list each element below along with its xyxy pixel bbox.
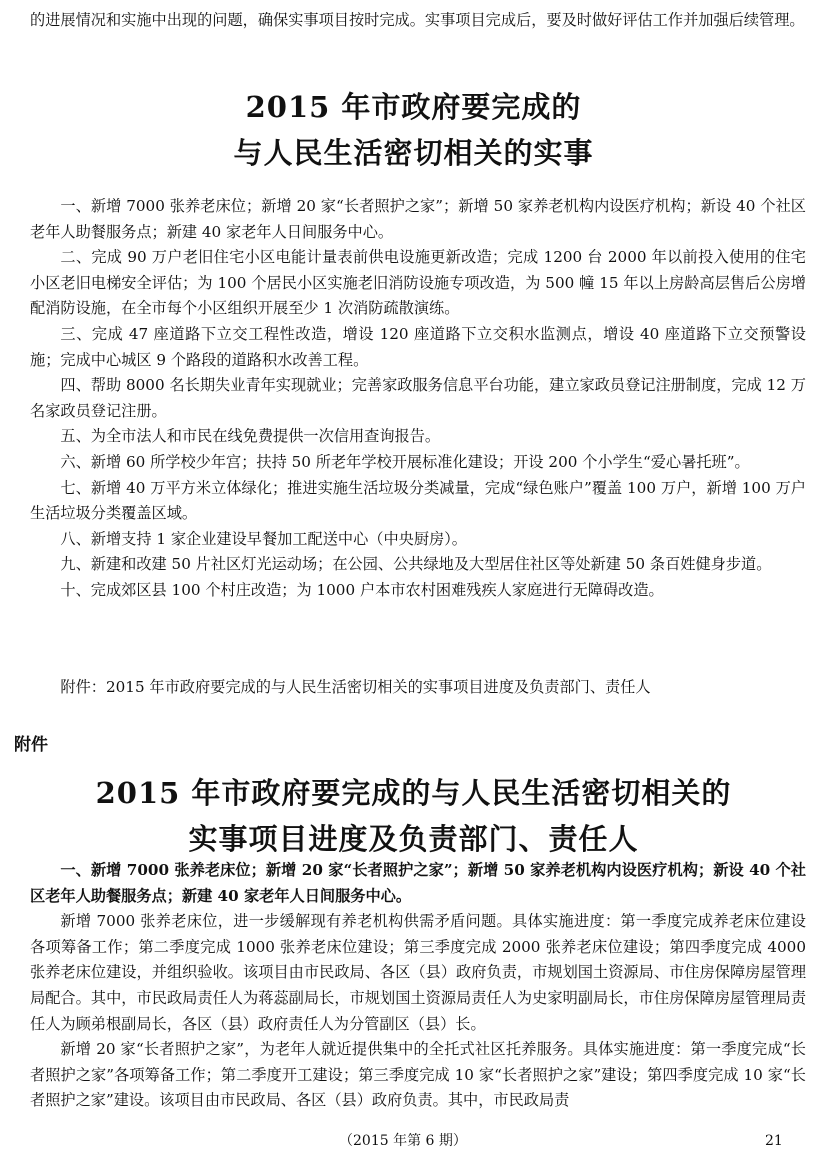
items-list [30,194,806,604]
top-paragraph: 的进展情况和实施中出现的问题，确保实事项目按时完成。实事项目完成后，要及时做好评估工作并加强后续管理。 [30,11,805,29]
section-heading: 一、新增 7000 张养老床位；新增 20 家“长者照护之家”；新增 50 家养老机构内设医疗机构；新设 40 个社区老年人助餐服务点；新建 40 家老年人日间服务中心。 [30,861,806,905]
section-paragraph: 新增 20 家“长者照护之家”，为老年人就近提供集中的全托式社区托养服务。具体实施进度：第一季度完成“长者照护之家”各项筹备工作；第二季度开工建设；第三季度完成 10 家“长者照护之家”建设；第四季度完成 10 家“长者照护之家”建设。该项目由市民政局、各区（县）政府负责。其中，市民政局责 [30,1040,806,1110]
list-item: 三、完成 47 座道路下立交工程性改造，增设 120 座道路下立交积水监测点，增设 40 座道路下立交预警设施；完成中心城区 9 个路段的道路积水改善工程。 [30,324,806,369]
list-item: 五、为全市法人和市民在线免费提供一次信用查询报告。 [60,427,441,446]
list-item: 七、新增 40 万平方米立体绿化；推进实施生活垃圾分类减量，完成“绿色账户”覆盖 100 万户，新增 100 万户生活垃圾分类覆盖区域。 [30,478,806,523]
attachment-title [0,770,827,862]
page-number: 21 [765,1133,783,1149]
continuation-paragraph [30,8,806,34]
issue-label: （2015 年第 6 期） [339,1133,467,1149]
list-item: 二、完成 90 万户老旧住宅小区电能计量表前供电设施更新改造；完成 1200 台 2000 年以前投入使用的住宅小区老旧电梯安全评估；为 100 个居民小区实施老旧消防设施专项改造，为 500 幢 15 年以上房龄高层售后公房增配消防设施，在全市每个小区组织开展至少 1 次消防疏散演练。 [30,248,806,318]
attachment-note: 附件：2015 年市政府要完成的与人民生活密切相关的实事项目进度及负责部门、责任人 [60,678,651,696]
main-title [0,84,827,176]
attachment-title-line-1: 2015 年市政府要完成的与人民生活密切相关的 [95,776,732,810]
section-paragraph: 新增 7000 张养老床位，进一步缓解现有养老机构供需矛盾问题。具体实施进度：第一季度完成养老床位建设各项筹备工作；第二季度完成 1000 张养老床位建设；第三季度完成 2000 张养老床位建设；第四季度完成 4000 张养老床位建设，并组织验收。该项目由市民政局、各区（县）政府负责，市规划国土资源局、市住房保障房屋管理局配合。其中，市民政局责任人为蒋蕊副局长，市规划国土资源局责任人为史家明副局长，市住房保障房屋管理局责任人为顾弟根副局长，各区（县）政府责任人为分管副区（县）长。 [30,912,806,1033]
list-item: 九、新建和改建 50 片社区灯光运动场；在公园、公共绿地及大型居住社区等处新建 50 条百姓健身步道。 [60,555,772,574]
attachment-label: 附件 [14,735,48,755]
main-title-line-1: 2015 年市政府要完成的 [245,90,582,124]
list-item: 四、帮助 8000 名长期失业青年实现就业；完善家政服务信息平台功能，建立家政员登记注册制度，完成 12 万名家政员登记注册。 [30,376,806,420]
attachment-title-line-2: 实事项目进度及负责部门、责任人 [188,822,639,856]
list-item: 一、新增 7000 张养老床位；新增 20 家“长者照护之家”；新增 50 家养老机构内设医疗机构；新设 40 个社区老年人助餐服务点；新建 40 家老年人日间服务中心。 [30,197,806,241]
list-item: 八、新增支持 1 家企业建设早餐加工配送中心（中央厨房）。 [60,529,467,548]
main-title-line-2: 与人民生活密切相关的实事 [233,136,594,170]
list-item: 六、新增 60 所学校少年宫；扶持 50 所老年学校开展标准化建设；开设 200 个小学生“爱心暑托班”。 [60,452,750,471]
attachment-section [30,858,806,1114]
list-item: 十、完成郊区县 100 个村庄改造；为 1000 户本市农村困难残疾人家庭进行无障碍改造。 [60,580,664,599]
